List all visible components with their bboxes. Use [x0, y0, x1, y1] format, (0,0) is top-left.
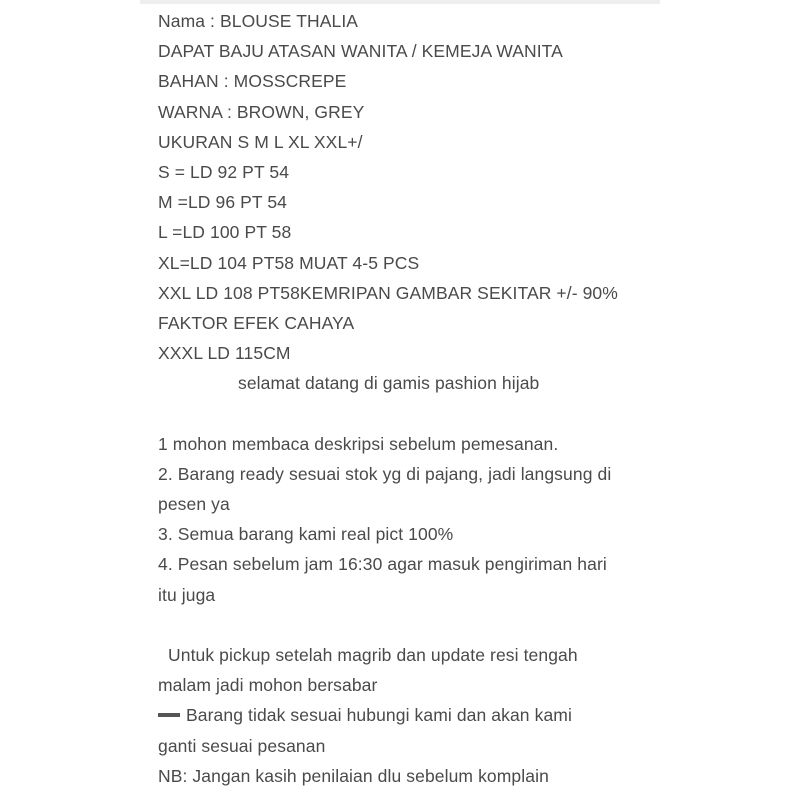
blank-line [158, 610, 653, 640]
material-line: BAHAN : MOSSCREPE [158, 71, 347, 92]
rule-4-line: 4. Pesan sebelum jam 16:30 agar masuk pengiriman hari [158, 554, 607, 575]
return-note-line [158, 700, 653, 730]
size-xxl-line: XXL LD 108 PT58KEMRIPAN GAMBAR SEKITAR +/- 90% [158, 282, 618, 303]
description-text [158, 6, 653, 791]
rule-2-line: 2. Barang ready sesuai stok yg di pajang, jadi langsung di [158, 463, 612, 484]
rule-4-continued-line: itu juga [158, 584, 216, 605]
rule-2-continued-line: pesen ya [158, 494, 230, 514]
product-description-page [140, 0, 660, 800]
lighting-note-line: FAKTOR EFEK CAHAYA [158, 312, 355, 333]
size-s-line: S = LD 92 PT 54 [158, 161, 290, 182]
size-m-line: M =LD 96 PT 54 [158, 192, 287, 213]
pickup-note-line: Untuk pickup setelah magrib dan update resi tengah [168, 644, 578, 665]
heavy-dash-icon [158, 713, 180, 717]
rule-1-line: 1 mohon membaca deskripsi sebelum pemesanan. [158, 433, 559, 454]
pickup-note-continued-line: malam jadi mohon bersabar [158, 675, 378, 696]
product-name-line: Nama : BLOUSE THALIA [158, 11, 359, 31]
top-divider [140, 0, 660, 4]
size-xl-line: XL=LD 104 PT58 MUAT 4-5 PCS [158, 252, 420, 273]
return-note-text: Barang tidak sesuai hubungi kami dan akan kami [186, 705, 572, 726]
color-line: WARNA : BROWN, GREY [158, 101, 365, 122]
blank-line [158, 398, 653, 428]
size-xxxl-line: XXXL LD 115CM [158, 343, 291, 364]
welcome-line: selamat datang di gamis pashion hijab [238, 373, 540, 394]
product-category-line: DAPAT BAJU ATASAN WANITA / KEMEJA WANITA [158, 41, 563, 62]
size-list-line: UKURAN S M L XL XXL+/ [158, 131, 363, 152]
nb-note-line: NB: Jangan kasih penilaian dlu sebelum komplain [158, 765, 549, 786]
rule-3-line: 3. Semua barang kami real pict 100% [158, 524, 454, 545]
return-note-continued-line: ganti sesuai pesanan [158, 735, 326, 756]
size-l-line: L =LD 100 PT 58 [158, 222, 292, 243]
